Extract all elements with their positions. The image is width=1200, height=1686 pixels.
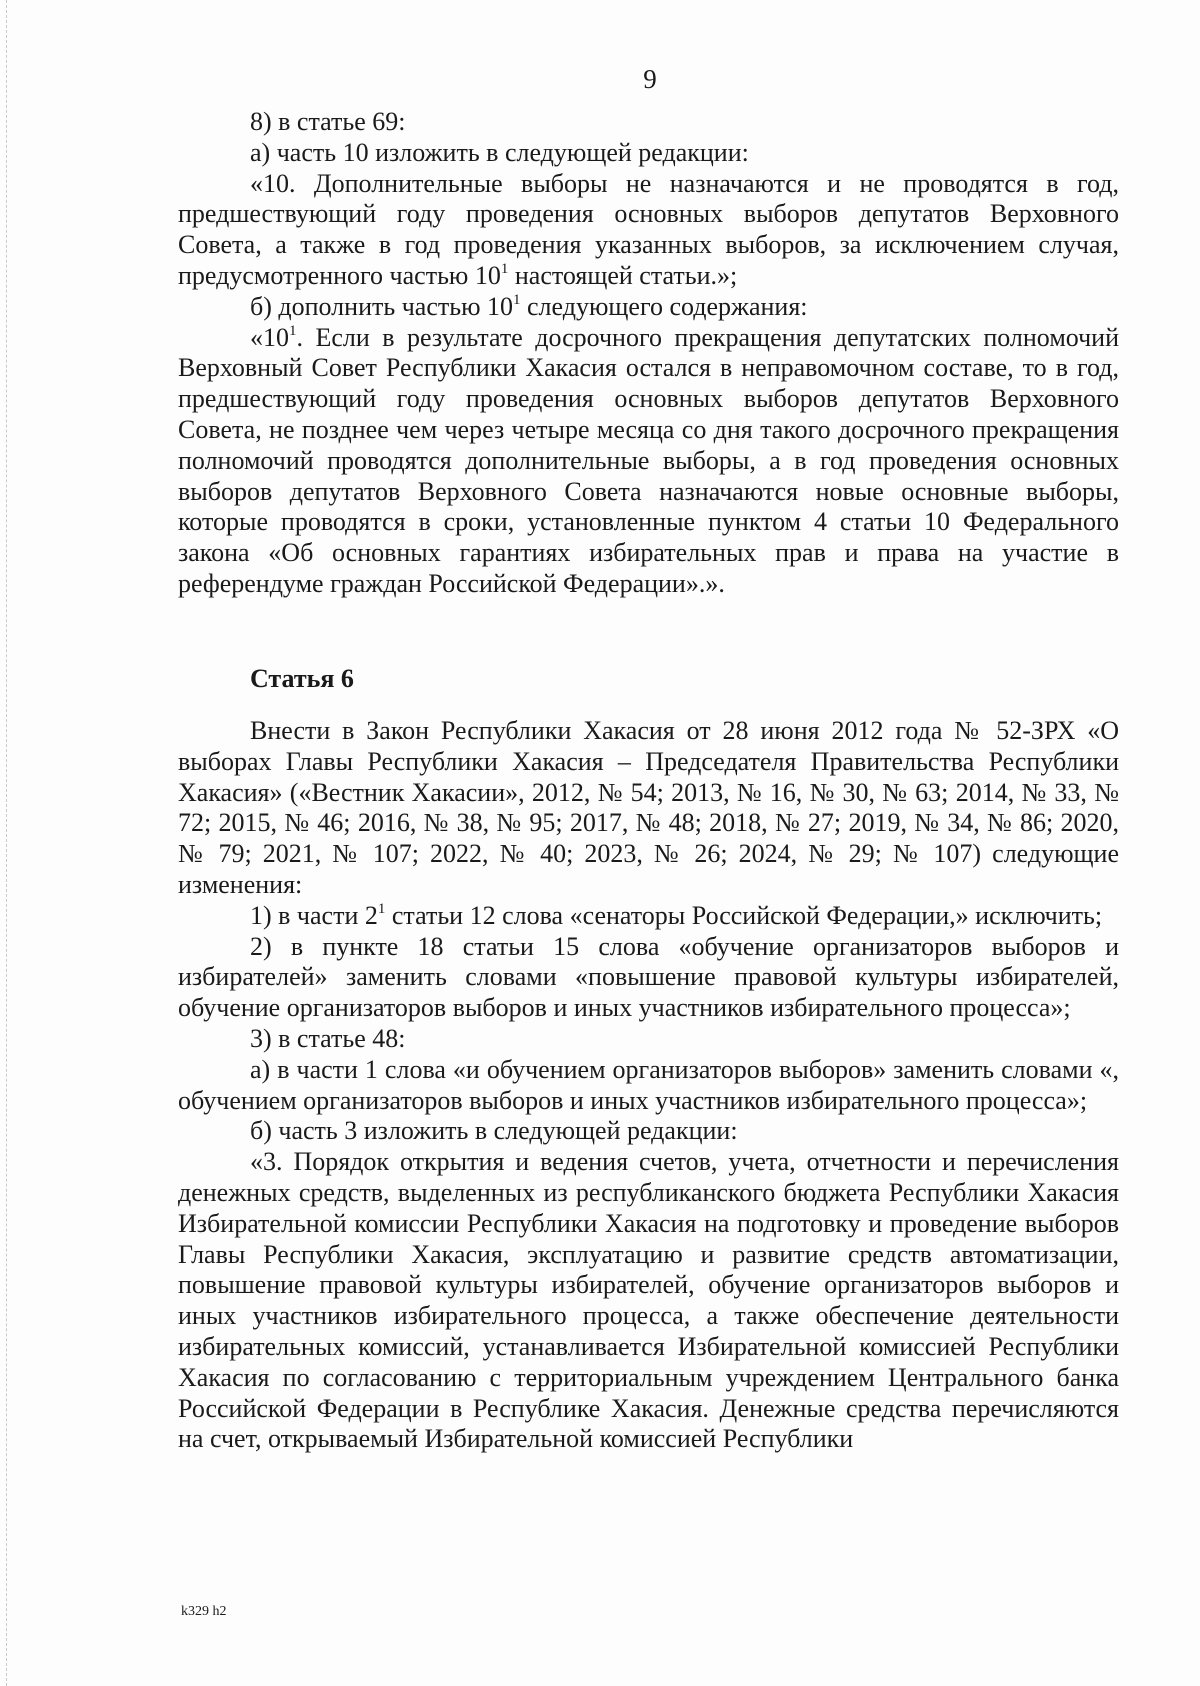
superscript: 1 [289, 322, 297, 339]
article-6-body [178, 716, 1119, 1455]
article-title: Статья 6 [250, 664, 354, 693]
page-number: 9 [643, 64, 657, 94]
paragraph-text: . Если в результате досрочного прекращения депутатских полномочий Верховный Совет Республики Хакасия остался в неправомочном составе, то в год, предшествующий году проведения основных выборов депутатов Верховного Совета, не позднее чем через четыре месяца со дня такого досрочного прекращения полномочий проводятся дополнительные выборы, а в год проведения основных выборов депутатов Верховного Совета назначаются новые основные выборы, которые проводятся в сроки, установленные пунктом 4 статьи 10 Федерального закона «Об основных гарантиях избирательных прав и права на участие в референдуме граждан Российской Федерации».». [178, 322, 1119, 598]
paragraph-text: б) дополнить частью 10 [250, 291, 514, 321]
scan-edge-line [6, 0, 7, 1686]
paragraph: 3) в статье 48: [250, 1023, 406, 1053]
paragraph: Внести в Закон Республики Хакасия от 28 июня 2012 года № 52-ЗРХ «О выборах Главы Республики Хакасия – Председателя Правительства Республики Хакасия» («Вестник Хакасии», 2012, № 54; 2013, № 16, № 30, № 63; 2014, № 33, № 72; 2015, № 46; 2016, № 38, № 95; 2017, № 48; 2018, № 27; 2019, № 34, № 86; 2020, № 79; 2021, № 107; 2022, № 40; 2023, № 26; 2024, № 29; № 107) следующие изменения: [178, 716, 1119, 899]
paragraph-text: статьи 12 слова «сенаторы Российской Федерации,» исключить; [385, 900, 1103, 930]
superscript: 1 [513, 291, 521, 308]
paragraph [178, 323, 1119, 600]
paragraph: б) часть 3 изложить в следующей редакции: [250, 1116, 738, 1146]
document-code: k329 h2 [181, 1604, 227, 1619]
paragraph: 8) в статье 69: [250, 107, 406, 136]
paragraph-text: 1) в части 2 [250, 900, 378, 930]
paragraph: 2) в пункте 18 статьи 15 слова «обучение организаторов выборов и избирателей» заменить словами «повышение правовой культуры избирателей, обучение организаторов выборов и иных участников избирательного процесса»; [178, 931, 1119, 1023]
paragraph: а) часть 10 изложить в следующей редакции: [250, 137, 749, 167]
paragraph-text: «10. Дополнительные выборы не назначаются и не проводятся в год, предшествующий году проведения основных выборов депутатов Верховного Совета, а также в год проведения указанных выборов, за исключением случая, предусмотренного частью 10 [178, 168, 1119, 290]
paragraph-text: следующего содержания: [520, 291, 808, 321]
paragraph: «3. Порядок открытия и ведения счетов, учета, отчетности и перечисления денежных средств, выделенных из республиканского бюджета Республики Хакасия Избирательной комиссии Республики Хакасия на подготовку и проведение выборов Главы Республики Хакасия, эксплуатацию и развитие средств автоматизации, повышение правовой культуры избирателей, обучение организаторов выборов и иных участников избирательного процесса, а также обеспечение деятельности избирательных комиссий, устанавливается Избирательной комиссией Республики Хакасия по согласованию с территориальным учреждением Центрального банка Российской Федерации в Республике Хакасия. Денежные средства перечисляются на счет, открываемый Избирательной комиссией Республики [178, 1147, 1119, 1454]
paragraph-text: настоящей статьи.»; [508, 260, 738, 290]
paragraph: а) в части 1 слова «и обучением организаторов выборов» заменить словами «, обучением организаторов выборов и иных участников избирательного процесса»; [178, 1054, 1119, 1115]
superscript: 1 [377, 900, 386, 917]
superscript: 1 [500, 260, 509, 277]
amendments-article-69 [178, 107, 1119, 600]
paragraph [178, 292, 1119, 323]
paragraph [178, 169, 1119, 292]
paragraph [178, 901, 1119, 932]
paragraph-text: «10 [250, 322, 289, 352]
